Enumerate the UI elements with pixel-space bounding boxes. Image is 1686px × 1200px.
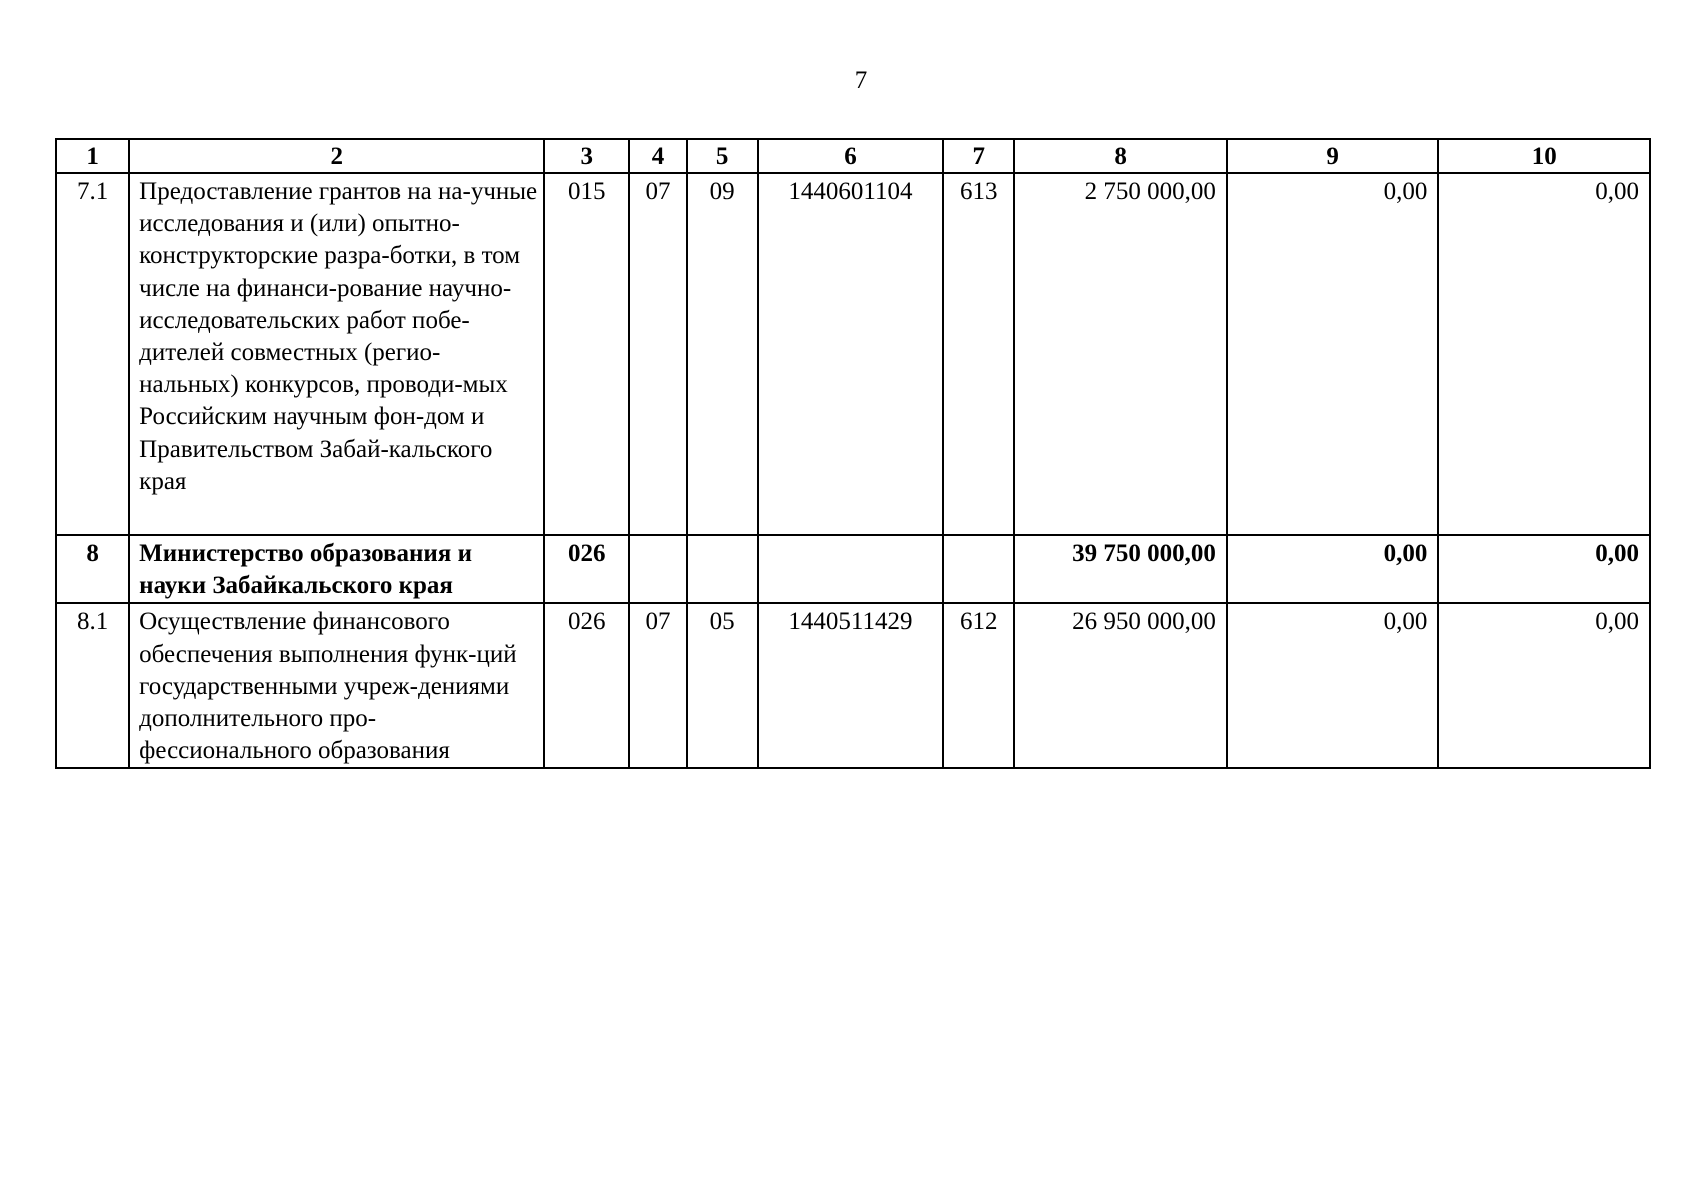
budget-table — [55, 138, 1651, 769]
table-row — [56, 173, 1650, 535]
row-col-6 — [758, 535, 943, 603]
row-col-8: 39 750 000,00 — [1014, 535, 1227, 603]
row-col-3: 015 — [544, 173, 629, 535]
row-col-9: 0,00 — [1227, 603, 1439, 768]
row-col-7: 612 — [943, 603, 1014, 768]
row-number: 7.1 — [56, 173, 129, 535]
column-header-9: 9 — [1227, 139, 1439, 173]
row-col-3: 026 — [544, 603, 629, 768]
row-col-9: 0,00 — [1227, 535, 1439, 603]
column-header-6: 6 — [758, 139, 943, 173]
row-col-7: 613 — [943, 173, 1014, 535]
row-name: Осуществление финансового обеспечения выполнения функ-ций государственными учреж-дениями дополнительного про-фессионального образования — [129, 603, 544, 768]
row-name: Предоставление грантов на на-учные исследования и (или) опытно-конструкторские разра-ботки, в том числе на финанси-рование научно-исследовательских работ побе-дителей совместных (регио-нальных) конкурсов, проводи-мых Российским научным фон-дом и Правительством Забай-кальского края — [129, 173, 544, 535]
row-name: Министерство образования и науки Забайкальского края — [129, 535, 544, 603]
row-col-10: 0,00 — [1438, 535, 1650, 603]
row-col-8: 2 750 000,00 — [1014, 173, 1227, 535]
row-number: 8 — [56, 535, 129, 603]
row-col-10: 0,00 — [1438, 603, 1650, 768]
table-header-row — [56, 139, 1650, 173]
row-col-5: 09 — [687, 173, 758, 535]
row-col-9: 0,00 — [1227, 173, 1439, 535]
row-col-5: 05 — [687, 603, 758, 768]
row-col-5 — [687, 535, 758, 603]
page-number: 7 — [854, 67, 868, 94]
row-col-4: 07 — [629, 173, 686, 535]
column-header-8: 8 — [1014, 139, 1227, 173]
column-header-1: 1 — [56, 139, 129, 173]
row-col-6: 1440511429 — [758, 603, 943, 768]
column-header-7: 7 — [943, 139, 1014, 173]
row-number: 8.1 — [56, 603, 129, 768]
column-header-3: 3 — [544, 139, 629, 173]
row-col-3: 026 — [544, 535, 629, 603]
row-col-4 — [629, 535, 686, 603]
row-col-8: 26 950 000,00 — [1014, 603, 1227, 768]
row-col-10: 0,00 — [1438, 173, 1650, 535]
table-row — [56, 535, 1650, 603]
column-header-5: 5 — [687, 139, 758, 173]
column-header-4: 4 — [629, 139, 686, 173]
table-row — [56, 603, 1650, 768]
column-header-2: 2 — [129, 139, 544, 173]
row-col-4: 07 — [629, 603, 686, 768]
row-col-6: 1440601104 — [758, 173, 943, 535]
row-col-7 — [943, 535, 1014, 603]
column-header-10: 10 — [1438, 139, 1650, 173]
